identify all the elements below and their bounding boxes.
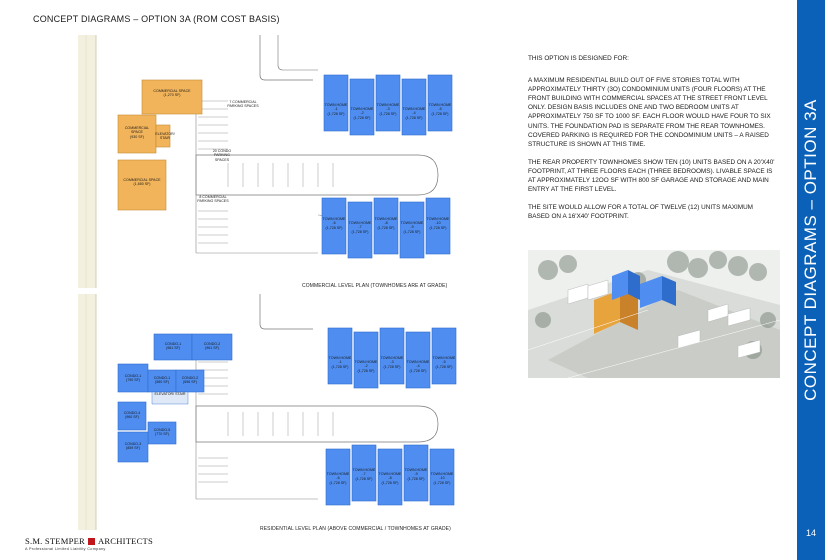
site-3d-rendering — [528, 250, 780, 378]
townhome-label: TOWN HOME -3 (1,728 SF) — [376, 103, 400, 116]
townhome-label: TOWN HOME -10 (1,728 SF) — [430, 472, 454, 485]
condo-label: CONDO-2 (696 SF) — [181, 376, 199, 385]
townhome-label: TOWN HOME -10 (1,728 SF) — [426, 217, 450, 230]
condo-label: CONDO-1 (580 SF) — [153, 376, 171, 385]
condo-label: CONDO-4 (960 SF) — [123, 411, 141, 420]
commercial-plan-caption: COMMERCIAL LEVEL PLAN (TOWNHOMES ARE AT GRADE) — [302, 283, 448, 289]
commercial-level-plan — [78, 35, 463, 288]
townhome-label: TOWN HOME -3 (1,728 SF) — [380, 356, 404, 369]
condo-label: CONDO-3 (859 SF) — [124, 442, 142, 451]
option-description — [528, 54, 776, 230]
condo-label: CONDO-2 (961 SF) — [203, 342, 221, 351]
condo-label: CONDO-1 (961 SF) — [164, 342, 182, 351]
townhome-label: TOWN HOME -4 (1,728 SF) — [406, 360, 430, 373]
townhome-label: TOWN HOME -9 (1,728 SF) — [400, 221, 424, 234]
townhome-label: TOWN HOME -1 (1,728 SF) — [324, 103, 348, 116]
firm-logo — [25, 536, 153, 551]
townhome-label: TOWN HOME -7 (1,728 SF) — [348, 221, 372, 234]
rendering-image — [528, 250, 780, 378]
logo-mark-icon — [88, 538, 95, 545]
commercial-space-label: COMMERCIAL SPACE (930 SF) — [124, 126, 150, 139]
townhome-label: TOWN HOME -4 (1,728 SF) — [402, 107, 426, 120]
townhome-label: TOWN HOME -6 (1,728 SF) — [322, 217, 346, 230]
townhome-label: TOWN HOME -7 (1,728 SF) — [352, 468, 376, 481]
elevator-label: ELEVATOR/ STAIR — [155, 132, 175, 141]
commercial-space-label: COMMERCIAL SPACE (1,270 SF) — [153, 89, 191, 98]
logo-name-left: S.M. STEMPER — [25, 536, 85, 546]
parking-label: 7 COMMERCIAL PARKING SPACES — [227, 100, 259, 109]
condo-label: CONDO-5 (770 SF) — [153, 428, 171, 437]
townhome-label: TOWN HOME -8 (1,728 SF) — [378, 472, 402, 485]
townhome-label: TOWN HOME -5 (1,728 SF) — [432, 356, 456, 369]
townhome-label: TOWN HOME -5 (1,728 SF) — [428, 103, 452, 116]
parking-label: 8 COMMERCIAL PARKING SPACES — [197, 195, 229, 204]
logo-tagline: A Professional Limited Liability Company — [25, 547, 106, 551]
townhome-label: TOWN HOME -2 (1,728 SF) — [354, 360, 378, 373]
residential-level-plan — [78, 294, 463, 530]
residential-plan-caption: RESIDENTIAL LEVEL PLAN (ABOVE COMMERCIAL / TOWNHOMES AT GRADE) — [260, 526, 451, 532]
townhome-label: TOWN HOME -2 (1,728 SF) — [350, 107, 374, 120]
description-intro: THIS OPTION IS DESIGNED FOR: — [528, 55, 629, 62]
page-header: CONCEPT DIAGRAMS – OPTION 3A (ROM COST BASIS) — [33, 14, 280, 24]
condo-label: CONDO-1 (790 SF) — [124, 374, 142, 383]
side-title-text: CONCEPT DIAGRAMS – OPTION 3A — [801, 99, 821, 401]
townhome-label: TOWN HOME -1 (1,728 SF) — [328, 356, 352, 369]
commercial-space-label: COMMERCIAL SPACE (1,650 SF) — [123, 178, 161, 187]
parking-label: 20 CONDO PARKING SPACES — [212, 149, 232, 162]
description-paragraph: A MAXIMUM RESIDENTIAL BUILD OUT OF FIVE STORIES TOTAL WITH APPROXIMATELY THIRTY (3O) CONDOMINIUM UNITS (FOUR FLOORS) AT THE FRONT BUILDING WITH COMMERCIAL SPACES AT THE STREET FRONT LEVEL ONLY. DESIGN BASIS INCLUDES ONE AND TWO BEDROOM UNITS AT APPROXIMATELY 750 SF TO 1000 SF. EACH FLOOR WOULD HAVE FOUR TO SIX UNITS. THE FOUNDATION PAD IS SEPARATE FROM THE REAR TOWNHOMES. COVERED PARKING IS REQUIRED FOR THE CONDOMINIUM UNITS – A RAISED STRUCTURE IS SHOWN AT THIS TIME. — [528, 77, 771, 148]
page-number: 14 — [805, 528, 816, 538]
logo-name-right: ARCHITECTS — [97, 536, 153, 546]
commercial-site-drawing — [78, 35, 463, 288]
side-title — [797, 0, 825, 500]
townhome-label: TOWN HOME -8 (1,728 SF) — [374, 217, 398, 230]
elevator-label: ELEVATOR/ STAIR — [154, 392, 186, 396]
description-paragraph: THE REAR PROPERTY TOWNHOMES SHOW TEN (10) UNITS BASED ON A 20'X40' FOOTPRINT, AT THREE FLOORS EACH (THREE BEDROOMS). LIVABLE SPACE IS AT APPROXIMATELY 12OO SF WITH 800 SF GARAGE AND STORAGE AND MAIN ENTRY AT THE FIRST LEVEL. — [528, 158, 775, 194]
townhome-label: TOWN HOME -9 (1,728 SF) — [404, 468, 428, 481]
description-paragraph: THE SITE WOULD ALLOW FOR A TOTAL OF TWELVE (12) UNITS MAXIMUM BASED ON A 16'X40' FOOTPRINT. — [528, 204, 754, 221]
townhome-label: TOWN HOME -6 (1,728 SF) — [326, 472, 350, 485]
